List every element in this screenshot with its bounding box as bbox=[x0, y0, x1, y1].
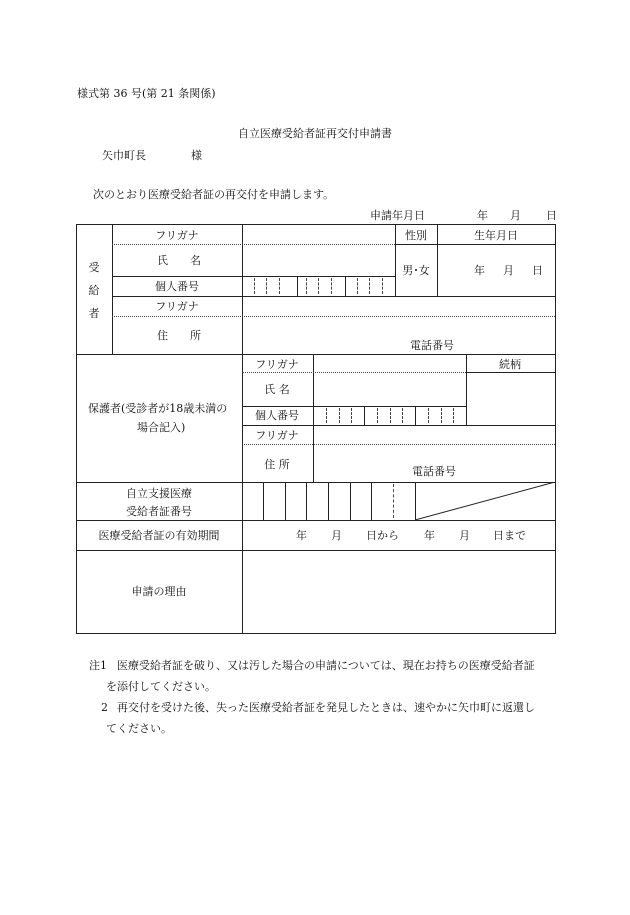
reason-label: 申請の理由 bbox=[131, 585, 187, 598]
validity-label: 医療受給者証の有効期間 bbox=[98, 529, 220, 542]
recipient-furigana2-label: フリガナ bbox=[155, 300, 199, 313]
guardian-phone-label: 電話番号 bbox=[412, 465, 456, 478]
guardian-name-label: 氏 名 bbox=[264, 383, 290, 396]
application-date-day[interactable]: 日 bbox=[546, 209, 557, 222]
note2-prefix: 2 bbox=[101, 701, 108, 714]
application-date-year[interactable]: 年 bbox=[477, 209, 488, 222]
application-date-month[interactable]: 月 bbox=[510, 209, 521, 222]
validity-to-month[interactable]: 月 bbox=[459, 529, 470, 542]
recipient-furigana-input[interactable] bbox=[244, 226, 394, 244]
validity-to-year[interactable]: 年 bbox=[424, 529, 435, 542]
certificate-label-line1: 自立支援医療 bbox=[126, 487, 192, 500]
birth-month[interactable]: 月 bbox=[503, 264, 514, 277]
diagonal-strike bbox=[415, 482, 556, 521]
recipient-name-input[interactable] bbox=[244, 246, 394, 275]
recipient-address-char-2: 所 bbox=[190, 329, 201, 342]
application-date-label: 申請年月日 bbox=[370, 209, 425, 222]
guardian-furigana-label: フリガナ bbox=[255, 358, 299, 371]
note1-line1: 医療受給者証を破り、又は汚した場合の申請については、現在お持ちの医療受給者証 bbox=[117, 659, 535, 672]
note2-line2: てください。 bbox=[106, 722, 172, 735]
gender-options[interactable]: 男･女 bbox=[402, 264, 430, 277]
recipient-furigana-label: フリガナ bbox=[155, 229, 199, 242]
note2-line1: 再交付を受けた後、失った医療受給者証を発見したときは、速やかに矢巾町に返還し bbox=[117, 701, 535, 714]
recipient-name-char-1: 氏 bbox=[157, 254, 168, 267]
birth-day[interactable]: 日 bbox=[532, 264, 543, 277]
recipient-personal-number-input[interactable] bbox=[244, 278, 394, 295]
validity-from-month[interactable]: 月 bbox=[331, 529, 342, 542]
form-title: 自立医療受給者証再交付申請書 bbox=[238, 127, 392, 140]
birth-date-label: 生年月日 bbox=[474, 229, 518, 242]
recipient-group-char-2: 給 bbox=[88, 284, 100, 297]
reason-input[interactable] bbox=[244, 552, 554, 632]
certificate-label-line2: 受給者証番号 bbox=[126, 505, 192, 518]
addressee-place: 矢巾町長 bbox=[102, 149, 146, 162]
note1-prefix: 注1 bbox=[89, 659, 107, 672]
guardian-name-input[interactable] bbox=[315, 374, 465, 405]
gender-label: 性別 bbox=[405, 229, 427, 242]
recipient-phone-label: 電話番号 bbox=[410, 339, 454, 352]
guardian-relation-input[interactable] bbox=[468, 374, 554, 424]
guardian-furigana-input[interactable] bbox=[315, 356, 465, 371]
guardian-relation-label: 続柄 bbox=[499, 358, 521, 371]
validity-from-day[interactable]: 日から bbox=[366, 529, 399, 542]
recipient-group-char-1: 受 bbox=[88, 261, 100, 274]
validity-to-day[interactable]: 日まで bbox=[493, 529, 526, 542]
validity-from-year[interactable]: 年 bbox=[296, 529, 307, 542]
guardian-personal-number-label: 個人番号 bbox=[255, 409, 299, 422]
recipient-address-input[interactable] bbox=[244, 318, 554, 353]
intro-text: 次のとおり医療受給者証の再交付を申請します。 bbox=[93, 188, 335, 201]
guardian-label-line2: 場合記入) bbox=[137, 421, 186, 434]
addressee-suffix: 様 bbox=[191, 149, 202, 162]
recipient-personal-number-label: 個人番号 bbox=[155, 280, 199, 293]
recipient-address-char-1: 住 bbox=[157, 329, 168, 342]
guardian-address-label: 住 所 bbox=[264, 458, 290, 471]
birth-year[interactable]: 年 bbox=[474, 264, 485, 277]
form-number: 様式第 36 号(第 21 条関係) bbox=[77, 87, 216, 100]
guardian-label-line1: 保護者(受診者が18歳未満の bbox=[88, 402, 228, 415]
guardian-furigana2-label: フリガナ bbox=[255, 429, 299, 442]
recipient-group-char-3: 者 bbox=[88, 307, 100, 320]
recipient-name-char-2: 名 bbox=[190, 254, 201, 267]
note1-line2: を添付してください。 bbox=[106, 680, 216, 693]
